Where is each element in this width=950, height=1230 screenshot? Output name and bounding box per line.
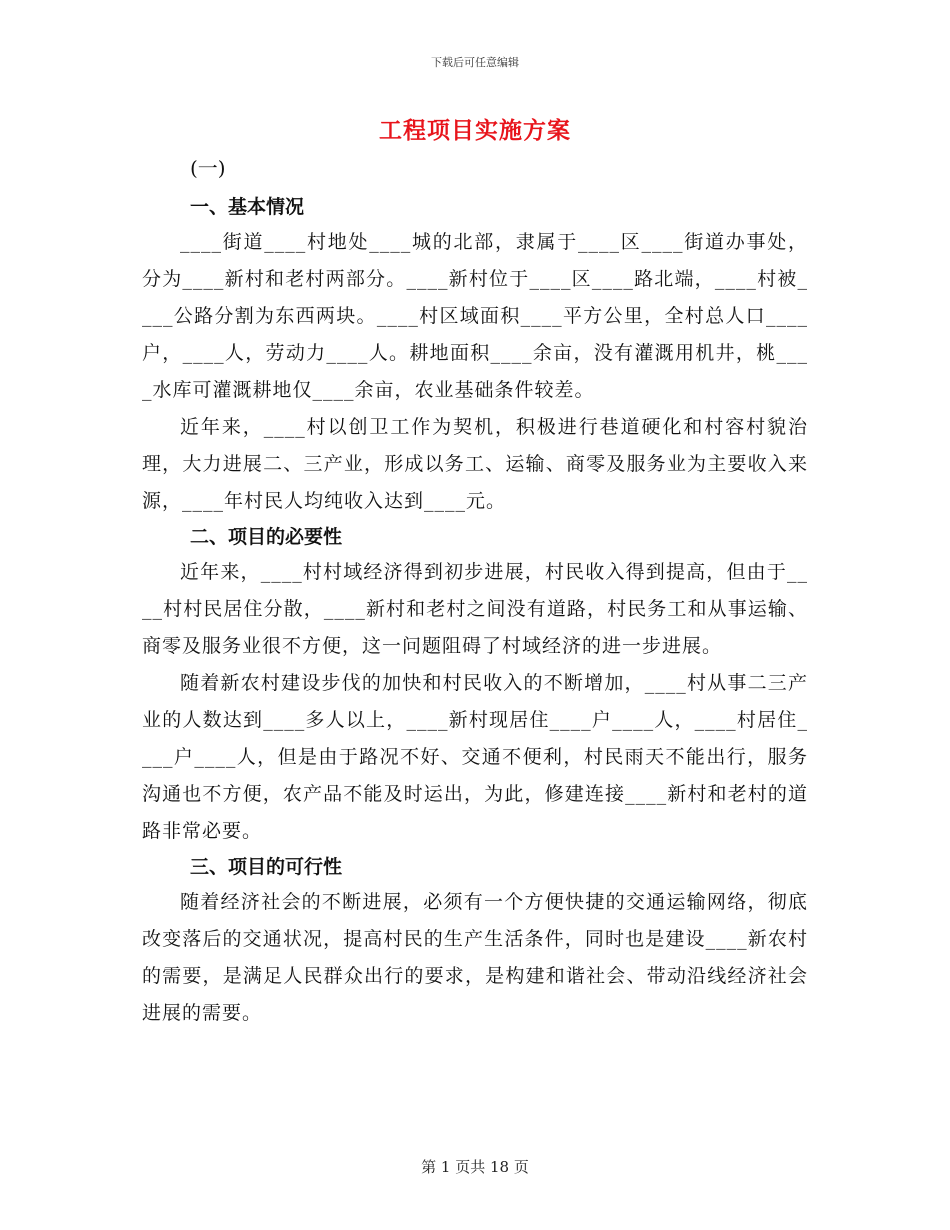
paragraph: 近年来，____村以创卫工作为契机，积极进行巷道硬化和村容村貌治理，大力进展二、三产业，形成以务工、运输、商零及服务业为主要收入来源，____年村民人均纯收入达到____元。: [142, 416, 808, 512]
section-feasibility: [142, 850, 808, 1032]
document-body: [142, 190, 808, 1032]
paragraph: 随着新农村建设步伐的加快和村民收入的不断增加，____村从事二三产业的人数达到____多人以上，____新村现居住____户____人，____村居住____户____人，但是由于路况不好、交通不便利，村民雨天不能出行，服务沟通也不方便，农产品不能及时运出，为此，修建连接____新村和老村的道路非常必要。: [142, 672, 808, 842]
section-mark: (一): [190, 156, 226, 180]
section-heading: 三、项目的可行性: [190, 856, 343, 878]
paragraph: 随着经济社会的不断进展，必须有一个方便快捷的交通运输网络，彻底改变落后的交通状况，提高村民的生产生活条件，同时也是建设____新农村的需要，是满足人民群众出行的要求，是构建和谐社会、带动沿线经济社会进展的需要。: [142, 891, 808, 1024]
section-basic-info: [142, 190, 808, 520]
paragraph: ____街道____村地处____城的北部，隶属于____区____街道办事处，分为____新村和老村两部分。____新村位于____区____路北端，____村被____公路分割为东西两块。____村区域面积____平方公里，全村总人口____户，____人，劳动力____人。耕地面积____余亩，没有灌溉用机井，桃____水库可灌溉耕地仅____余亩，农业基础条件较差。: [142, 231, 808, 401]
page-footer: 第 1 页共 18 页: [421, 1158, 529, 1176]
section-heading: 二、项目的必要性: [190, 526, 343, 548]
section-necessity: [142, 520, 808, 850]
paragraph: 近年来，____村村域经济得到初步进展，村民收入得到提高，但由于____村村民居住分散，____新村和老村之间没有道路，村民务工和从事运输、商零及服务业很不方便，这一问题阻碍了村域经济的进一步进展。: [142, 561, 808, 657]
header-note: 下载后可任意编辑: [431, 56, 519, 69]
section-heading: 一、基本情况: [190, 196, 305, 218]
document-title: 工程项目实施方案: [379, 117, 571, 144]
